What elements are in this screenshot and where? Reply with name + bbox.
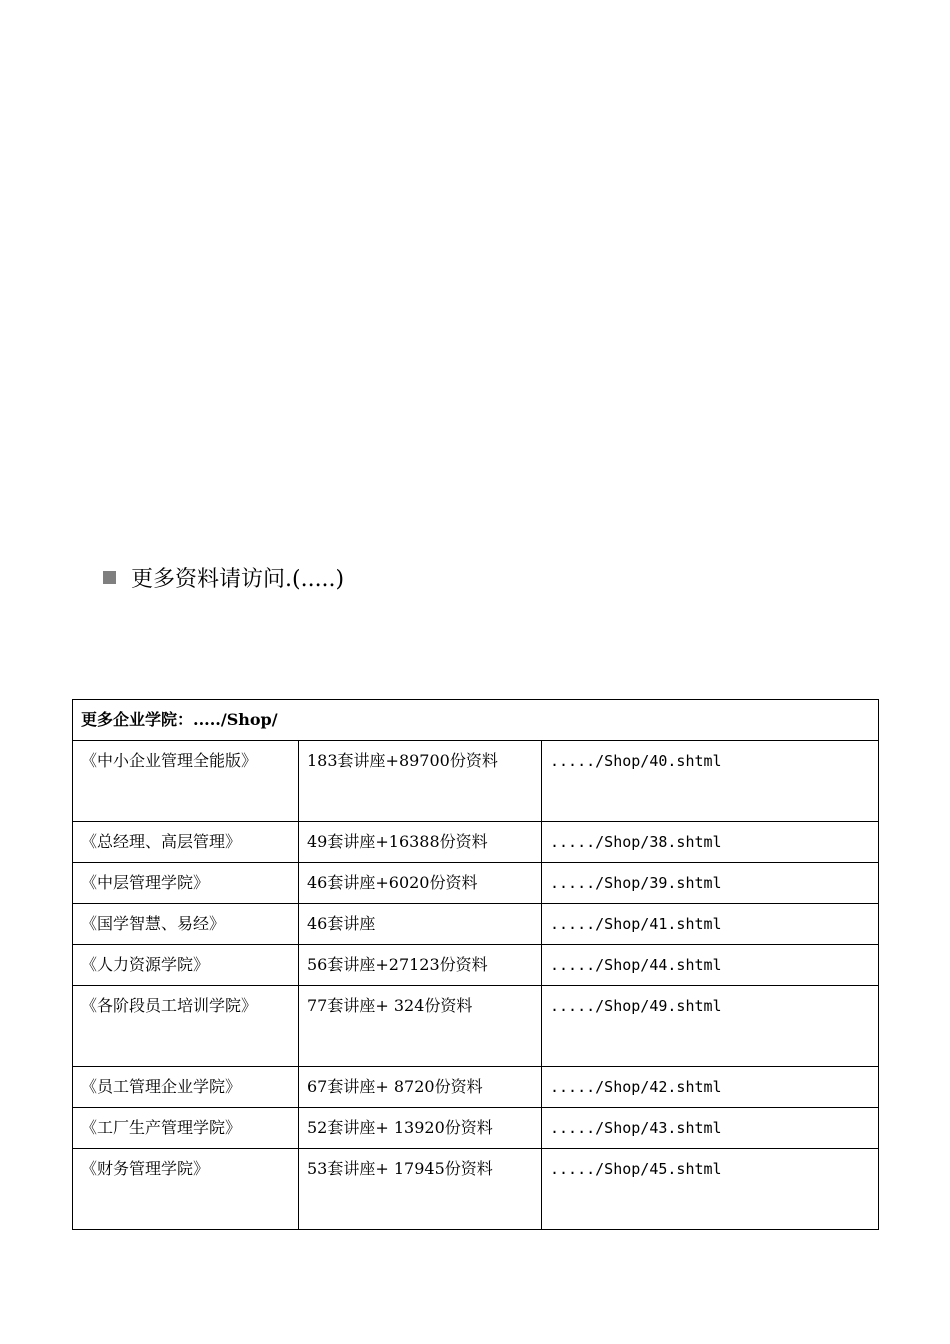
academy-name-cell: 《工厂生产管理学院》 — [73, 1108, 299, 1149]
academy-content-cell: 53套讲座+ 17945份资料 — [299, 1149, 542, 1230]
academy-name-cell: 《国学智慧、易经》 — [73, 904, 299, 945]
table-row — [73, 904, 879, 945]
academy-link-cell[interactable]: ...../Shop/44.shtml — [542, 945, 879, 986]
academy-link-cell[interactable]: ...../Shop/41.shtml — [542, 904, 879, 945]
academy-name-cell: 《各阶段员工培训学院》 — [73, 986, 299, 1067]
academy-link-cell[interactable]: ...../Shop/42.shtml — [542, 1067, 879, 1108]
table-row — [73, 986, 879, 1067]
academy-name-cell: 《中小企业管理全能版》 — [73, 741, 299, 822]
academy-name-cell: 《员工管理企业学院》 — [73, 1067, 299, 1108]
table-header-row — [73, 700, 879, 741]
academy-content-cell: 49套讲座+16388份资料 — [299, 822, 542, 863]
academy-content-cell: 77套讲座+ 324份资料 — [299, 986, 542, 1067]
table-row — [73, 945, 879, 986]
table-row — [73, 1108, 879, 1149]
academy-name-cell: 《总经理、高层管理》 — [73, 822, 299, 863]
academy-content-cell: 52套讲座+ 13920份资料 — [299, 1108, 542, 1149]
square-bullet-icon — [103, 571, 116, 584]
academy-content-cell: 46套讲座 — [299, 904, 542, 945]
academy-link-cell[interactable]: ...../Shop/38.shtml — [542, 822, 879, 863]
table-header-cell: 更多企业学院：...../Shop/ — [73, 700, 879, 741]
enterprise-academy-table — [72, 699, 879, 1230]
academy-link-cell[interactable]: ...../Shop/49.shtml — [542, 986, 879, 1067]
academy-link-cell[interactable]: ...../Shop/39.shtml — [542, 863, 879, 904]
more-resources-notice — [103, 562, 344, 592]
academy-name-cell: 《中层管理学院》 — [73, 863, 299, 904]
academy-link-cell[interactable]: ...../Shop/43.shtml — [542, 1108, 879, 1149]
academy-content-cell: 183套讲座+89700份资料 — [299, 741, 542, 822]
table-row — [73, 822, 879, 863]
academy-name-cell: 《人力资源学院》 — [73, 945, 299, 986]
table-row — [73, 741, 879, 822]
table-row — [73, 863, 879, 904]
academy-link-cell[interactable]: ...../Shop/40.shtml — [542, 741, 879, 822]
academy-content-cell: 56套讲座+27123份资料 — [299, 945, 542, 986]
academy-content-cell: 67套讲座+ 8720份资料 — [299, 1067, 542, 1108]
academy-link-cell[interactable]: ...../Shop/45.shtml — [542, 1149, 879, 1230]
academy-content-cell: 46套讲座+6020份资料 — [299, 863, 542, 904]
more-resources-text: 更多资料请访问.(.....) — [131, 566, 345, 592]
academy-name-cell: 《财务管理学院》 — [73, 1149, 299, 1230]
table-row — [73, 1067, 879, 1108]
table-row — [73, 1149, 879, 1230]
